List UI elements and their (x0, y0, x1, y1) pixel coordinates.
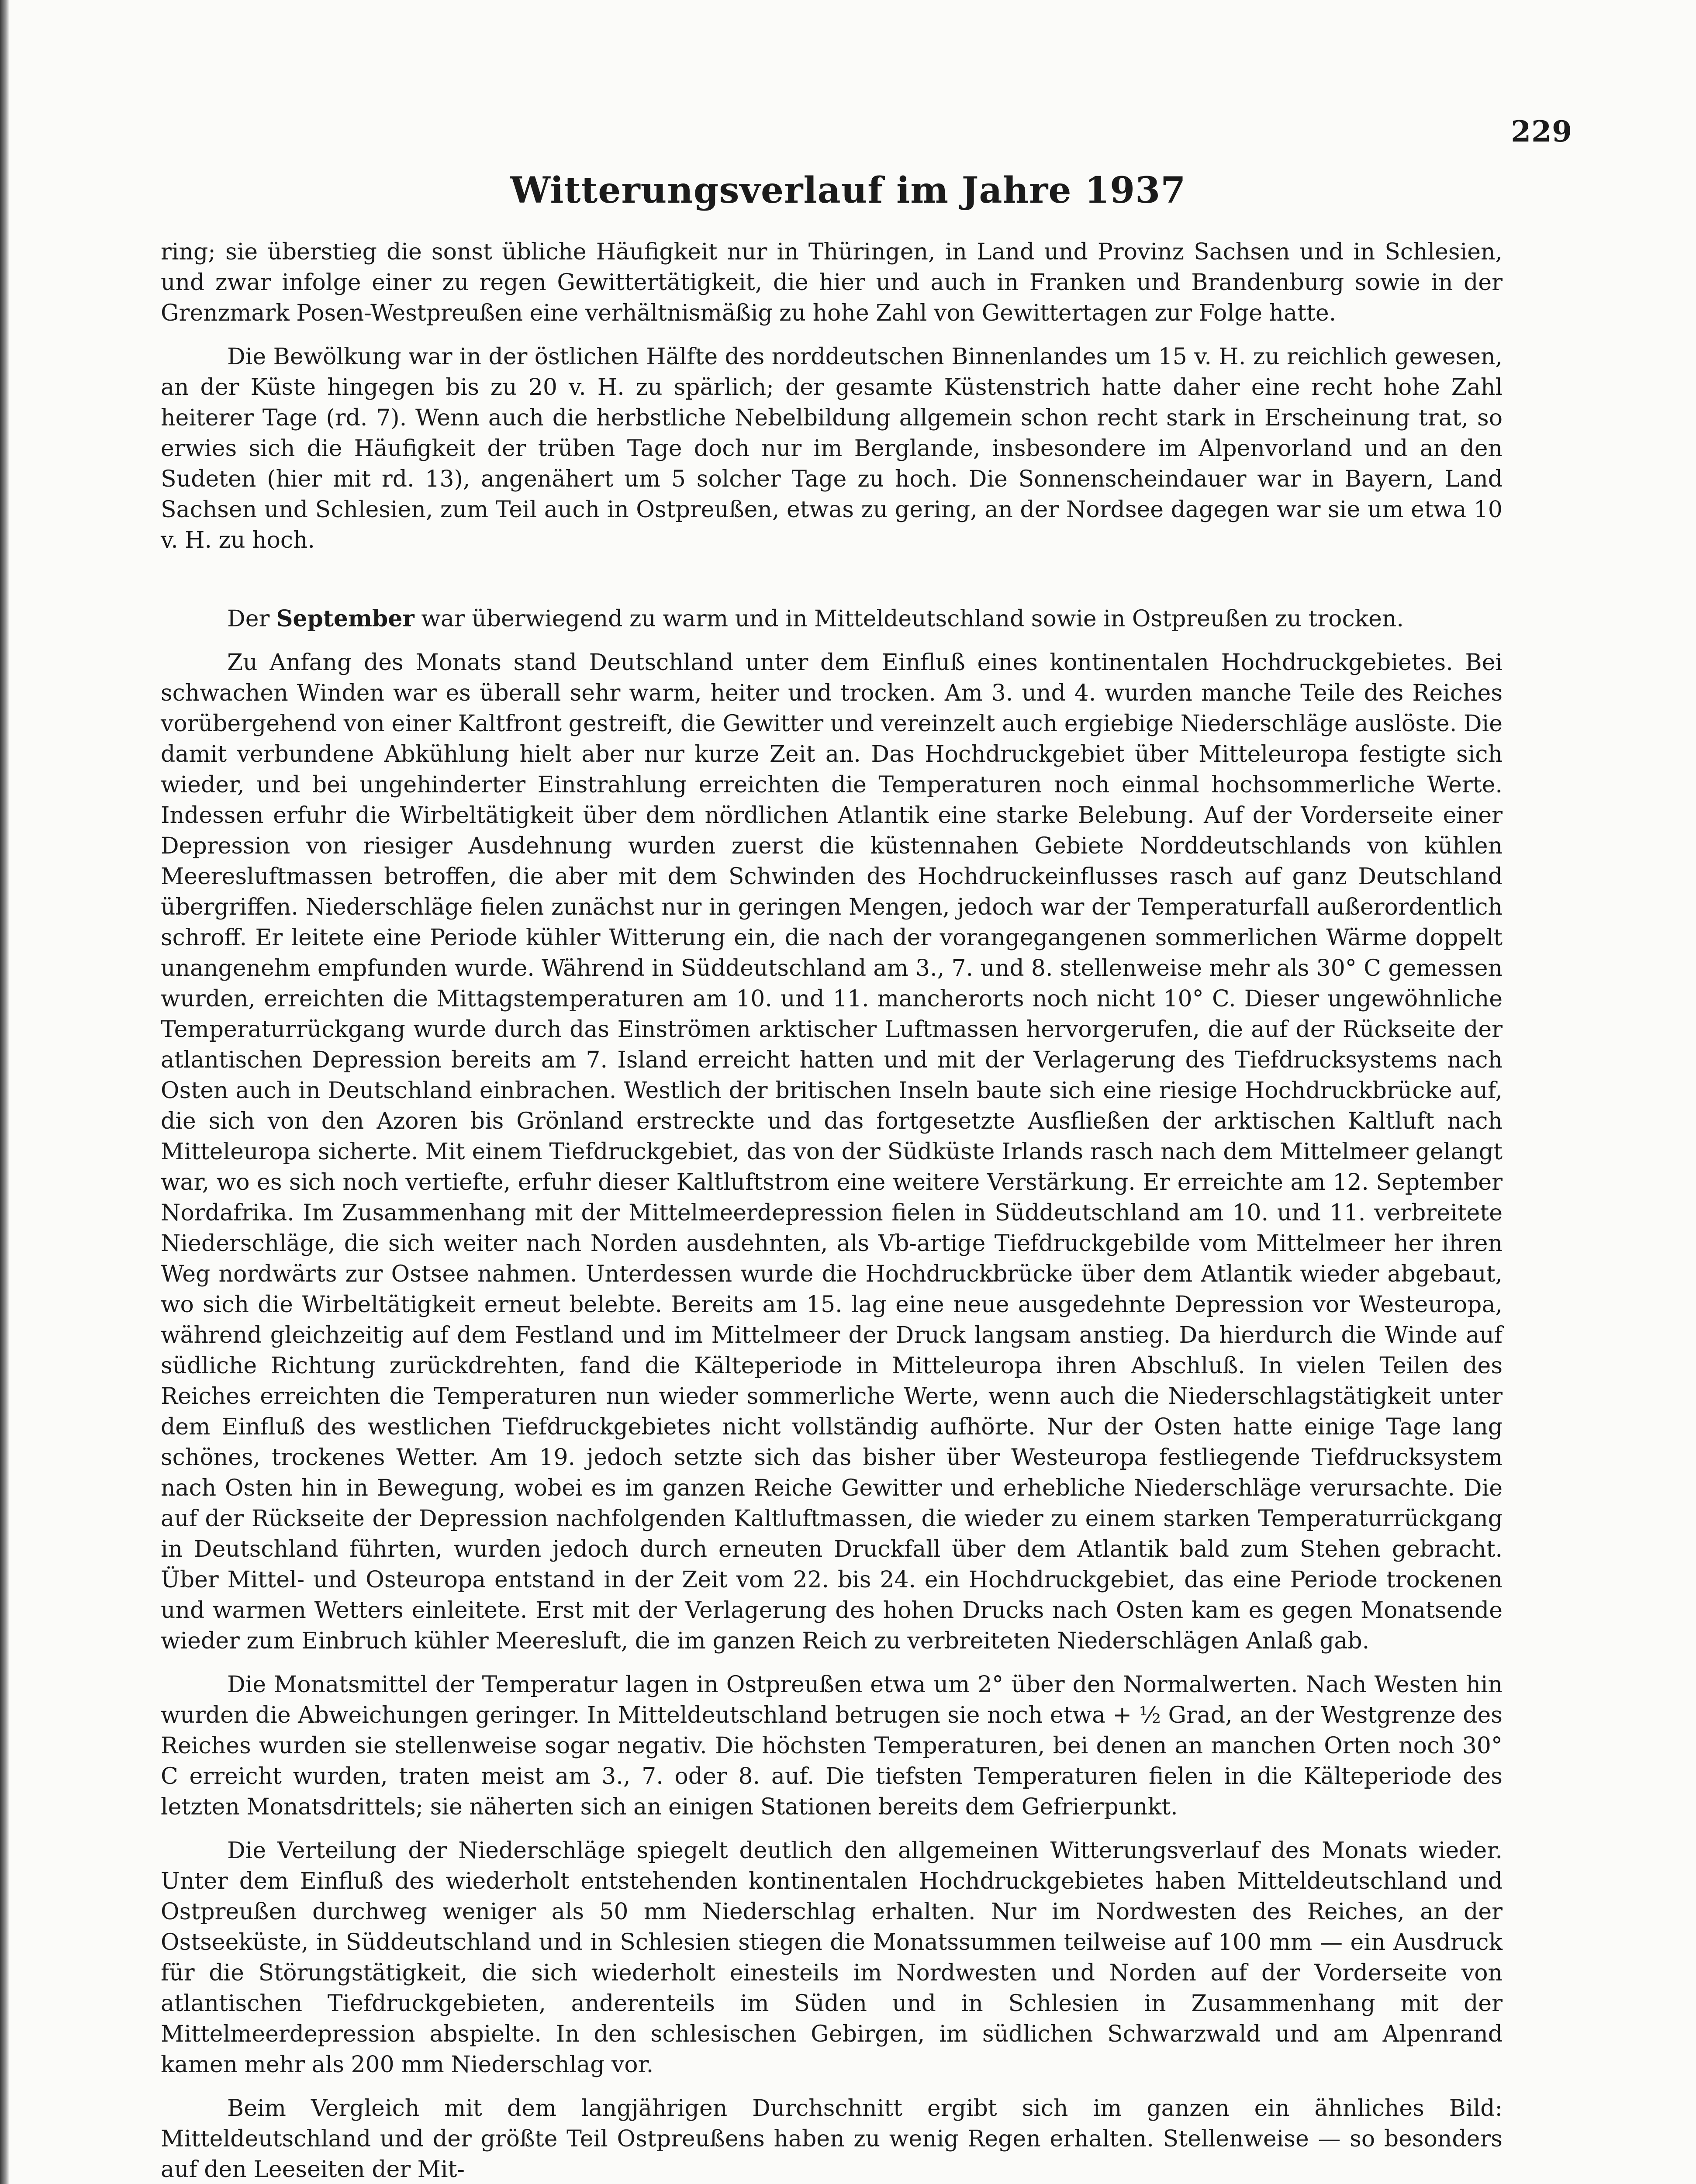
september-summary-rest: war überwiegend zu warm und in Mitteldeutschland sowie in Ostpreußen zu trocken. (414, 606, 1404, 632)
body-text (161, 237, 1503, 2184)
september-intro: Der (227, 606, 276, 632)
paragraph-precipitation: Die Verteilung der Niederschläge spiegelt deutlich den allgemeinen Witterungsverlauf des Monats wieder. Unter dem Einfluß des wiederholt entstehenden kontinentalen Hochdruckgebietes haben Mitteldeutschland und Ostpreußen durchweg weniger als 50 mm Niederschlag erhalten. Nur im Nordwesten des Reiches, an der Ostseeküste, in Süddeutschland und in Schlesien stiegen die Monatssummen teilweise auf 100 mm — ein Ausdruck für die Störungstätigkeit, die sich wiederholt einesteils im Nordwesten und Norden auf der Vorderseite von atlantischen Tiefdruckgebieten, anderenteils im Süden und in Schlesien in Zusammenhang mit der Mittelmeerdepression abspielte. In den schlesischen Gebirgen, im südlichen Schwarzwald und am Alpenrand kamen mehr als 200 mm Niederschlag vor. (161, 1838, 1503, 2078)
scan-edge-shadow (0, 0, 10, 2184)
paragraph-september-summary (161, 604, 1503, 634)
september-keyword: September (276, 605, 415, 632)
page-number: 229 (1511, 114, 1572, 149)
paragraph-cloudiness: Die Bewölkung war in der östlichen Hälfte des norddeutschen Binnenlandes um 15 v. H. zu reichlich gewesen, an der Küste hingegen bis zu 20 v. H. zu spärlich; der gesamte Küstenstrich hatte daher eine recht hohe Zahl heiterer Tage (rd. 7). Wenn auch die herbstliche Nebelbildung allgemein schon recht stark in Erscheinung trat, so erwies sich die Häufigkeit der trüben Tage doch nur im Berglande, insbesondere im Alpenvorland und an den Sudeten (hier mit rd. 13), angenähert um 5 solcher Tage zu hoch. Die Sonnenscheindauer war in Bayern, Land Sachsen und Schlesien, zum Teil auch in Ostpreußen, etwas zu gering, an der Nordsee dagegen war sie um etwa 10 v. H. zu hoch. (161, 344, 1503, 553)
page-header: Witterungsverlauf im Jahre 1937 (510, 169, 1186, 211)
paragraph-temperature: Die Monatsmittel der Temperatur lagen in Ostpreußen etwa um 2° über den Normalwerten. Nach Westen hin wurden die Abweichungen geringer. In Mitteldeutschland betrugen sie noch etwa + ½ Grad, an der Westgrenze des Reiches wurden sie stellenweise sogar negativ. Die höchsten Temperaturen, bei denen an manchen Orten noch 30° C erreicht wurden, traten meist am 3., 7. oder 8. auf. Die tiefsten Temperaturen fielen in die Kälteperiode des letzten Monatsdrittels; sie näherten sich an einigen Stationen bereits dem Gefrierpunkt. (161, 1672, 1503, 1820)
paragraph-weather-course: Zu Anfang des Monats stand Deutschland unter dem Einfluß eines kontinentalen Hochdruckgebietes. Bei schwachen Winden war es überall sehr warm, heiter und trocken. Am 3. und 4. wurden manche Teile des Reiches vorübergehend von einer Kaltfront gestreift, die Gewitter und vereinzelt auch ergiebige Niederschläge auslöste. Die damit verbundene Abkühlung hielt aber nur kurze Zeit an. Das Hochdruckgebiet über Mitteleuropa festigte sich wieder, und bei ungehinderter Einstrahlung erreichten die Temperaturen noch einmal hochsommerliche Werte. Indessen erfuhr die Wirbeltätigkeit über dem nördlichen Atlantik eine starke Belebung. Auf der Vorderseite einer Depression von riesiger Ausdehnung wurden zuerst die küstennahen Gebiete Norddeutschlands von kühlen Meeresluftmassen betroffen, die aber mit dem Schwinden des Hochdruckeinflusses rasch auf ganz Deutschland übergriffen. Niederschläge fielen zunächst nur in geringen Mengen, jedoch war der Temperaturfall außerordentlich schroff. Er leitete eine Periode kühler Witterung ein, die nach der vorangegangenen sommerlichen Wärme doppelt unangenehm empfunden wurde. Während in Süddeutschland am 3., 7. und 8. stellenweise mehr als 30° C gemessen wurden, erreichten die Mittagstemperaturen am 10. und 11. mancherorts noch nicht 10° C. Dieser ungewöhnliche Temperaturrückgang wurde durch das Einströmen arktischer Luftmassen hervorgerufen, die auf der Rückseite der atlantischen Depression bereits am 7. Island erreicht hatten und mit der Verlagerung des Tiefdrucksystems nach Osten auch in Deutschland einbrachen. Westlich der britischen Inseln baute sich eine riesige Hochdruckbrücke auf, die sich von den Azoren bis Grönland erstreckte und das fortgesetzte Ausfließen der arktischen Kaltluft nach Mitteleuropa sicherte. Mit einem Tiefdruckgebiet, das von der Südküste Irlands rasch nach dem Mittelmeer gelangt war, wo es sich noch vertiefte, erfuhr dieser Kaltluftstrom eine weitere Verstärkung. Er erreichte am 12. September Nordafrika. Im Zusammenhang mit der Mittelmeerdepression fielen in Süddeutschland am 10. und 11. verbreitete Niederschläge, die sich weiter nach Norden ausdehnten, als Vb-artige Tiefdruckgebilde vom Mittelmeer her ihren Weg nordwärts zur Ostsee nahmen. Unterdessen wurde die Hochdruckbrücke über dem Atlantik wieder abgebaut, wo sich die Wirbeltätigkeit erneut belebte. Bereits am 15. lag eine neue ausgedehnte Depression vor Westeuropa, während gleichzeitig auf dem Festland und im Mittelmeer der Druck langsam anstieg. Da hierdurch die Winde auf südliche Richtung zurückdrehten, fand die Kälteperiode in Mitteleuropa ihren Abschluß. In vielen Teilen des Reiches erreichten die Temperaturen nun wieder sommerliche Werte, wenn auch die Niederschlagstätigkeit unter dem Einfluß des westlichen Tiefdruckgebietes nicht vollständig aufhörte. Nur der Osten hatte einige Tage lang schönes, trockenes Wetter. Am 19. jedoch setzte sich das bisher über Westeuropa festliegende Tiefdrucksystem nach Osten hin in Bewegung, wobei es im ganzen Reiche Gewitter und erhebliche Niederschläge verursachte. Die auf der Rückseite der Depression nachfolgenden Kaltluftmassen, die wieder zu einem starken Temperaturrückgang in Deutschland führten, wurden jedoch durch erneuten Druckfall über dem Atlantik bald zum Stehen gebracht. Über Mittel- und Osteuropa entstand in der Zeit vom 22. bis 24. ein Hochdruckgebiet, das eine Periode trockenen und warmen Wetters einleitete. Erst mit der Verlagerung des hohen Drucks nach Osten kam es gegen Monatsende wieder zum Einbruch kühler Meeresluft, die im ganzen Reich zu verbreiteten Niederschlägen Anlaß gab. (161, 650, 1503, 1654)
paragraph-thunderstorms: ring; sie überstieg die sonst übliche Häufigkeit nur in Thüringen, in Land und Provinz Sachsen und in Schlesien, und zwar infolge einer zu regen Gewittertätigkeit, die hier und auch in Franken und Brandenburg sowie in der Grenzmark Posen-Westpreußen eine verhältnismäßig zu hohe Zahl von Gewittertagen zur Folge hatte. (161, 239, 1503, 326)
paragraph-comparison: Beim Vergleich mit dem langjährigen Durchschnitt ergibt sich im ganzen ein ähnliches Bild: Mitteldeutschland und der größte Teil Ostpreußens haben zu wenig Regen erhalten. Stellenweise — so besonders auf den Leeseiten der Mit- (161, 2095, 1503, 2183)
